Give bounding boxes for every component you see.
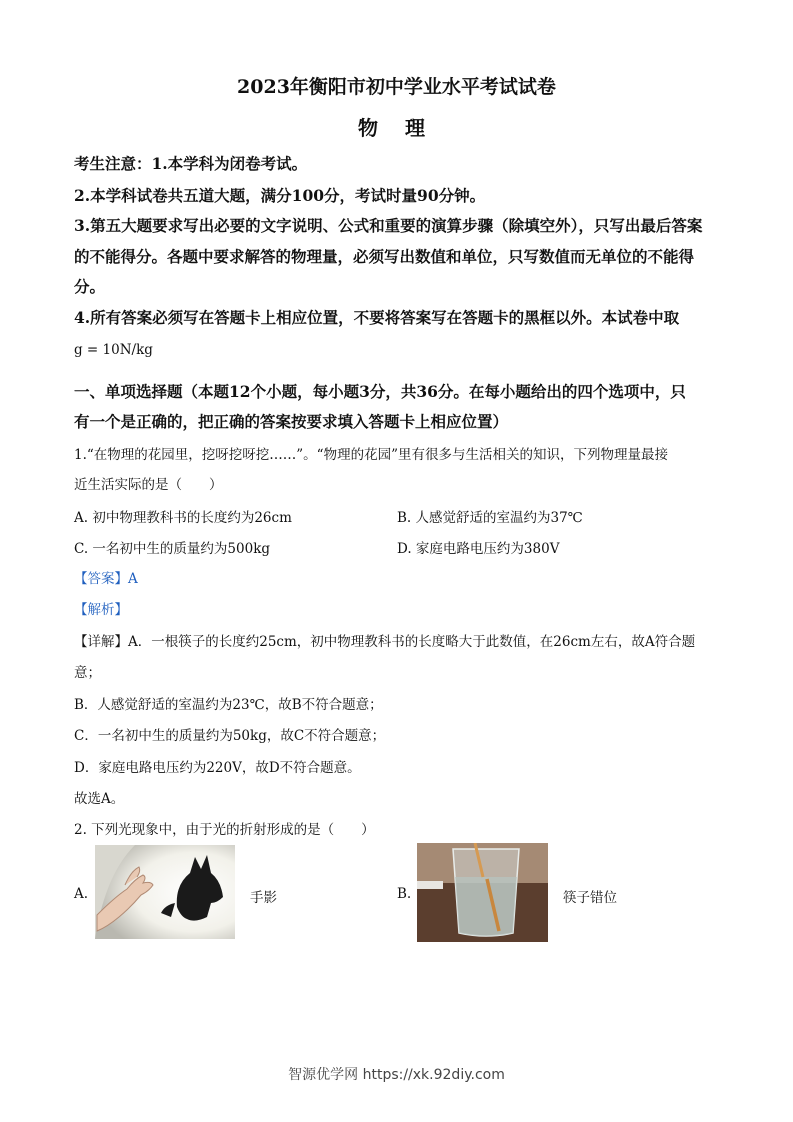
- notice-line-3b: 的不能得分。各题中要求解答的物理量，必须写出数值和单位，只写数值而无单位的不能得: [74, 247, 695, 266]
- q1-option-b: B. 人感觉舒适的室温约为37℃: [397, 510, 583, 526]
- section-heading-b: 有一个是正确的，把正确的答案按要求填入答题卡上相应位置）: [74, 412, 509, 431]
- q1-option-a: A. 初中物理教科书的长度约为26cm: [74, 510, 292, 526]
- q2-option-a-label: 手影: [250, 890, 277, 906]
- q2-option-b-letter: B.: [397, 886, 412, 902]
- q1-detail-b: 意；: [74, 665, 101, 681]
- hand-shadow-image: [95, 845, 235, 939]
- q2-stem: 2. 下列光现象中，由于光的折射形成的是（ ）: [74, 822, 375, 838]
- notice-line-3c: 分。: [74, 277, 106, 296]
- q1-stem-b: 近生活实际的是（ ）: [74, 477, 223, 493]
- q1-stem-a: 1.“在物理的花园里，挖呀挖呀挖……”。“物理的花园”里有很多与生活相关的知识，下列物理量最接: [74, 447, 668, 463]
- notice-line-4a: 4.所有答案必须写在答题卡上相应位置，不要将答案写在答题卡的黑框以外。本试卷中取: [74, 308, 680, 327]
- q1-detail-c: B．人感觉舒适的室温约为23℃，故B不符合题意；: [74, 697, 383, 713]
- exam-title: 2023年衡阳市初中学业水平考试试卷: [237, 76, 556, 98]
- q1-option-d: D. 家庭电路电压约为380V: [397, 541, 560, 557]
- q2-option-a-letter: A.: [74, 886, 89, 902]
- notice-line-2: 2.本学科试卷共五道大题，满分100分，考试时量90分钟。: [74, 186, 486, 205]
- notice-line-3a: 3.第五大题要求写出必要的文字说明、公式和重要的演算步骤（除填空外），只写出最后答案: [74, 216, 703, 235]
- q1-option-c: C. 一名初中生的质量约为500kg: [74, 541, 271, 557]
- q1-detail-d: C．一名初中生的质量约为50kg，故C不符合题意；: [74, 728, 386, 744]
- subject-title: 物 理: [358, 116, 435, 140]
- chopstick-in-water-image: [417, 843, 548, 942]
- q1-conclusion: 故选A。: [74, 791, 125, 807]
- gravity-constant: g = 10N/kg: [74, 342, 153, 358]
- q2-option-b-label: 筷子错位: [563, 890, 617, 906]
- section-heading-a: 一、单项选择题（本题12个小题，每小题3分，共36分。在每小题给出的四个选项中，只: [74, 382, 686, 401]
- watermark-footer[interactable]: 智源优学网 https://xk.92diy.com: [288, 1067, 505, 1083]
- q1-detail-e: D．家庭电路电压约为220V，故D不符合题意。: [74, 760, 361, 776]
- q1-detail-a: 【详解】A．一根筷子的长度约25cm，初中物理教科书的长度略大于此数值，在26cm左右，故A符合题: [74, 634, 696, 650]
- q1-answer: 【答案】A: [74, 571, 138, 587]
- q1-analysis: 【解析】: [74, 602, 128, 618]
- notice-line-1: 考生注意：1.本学科为闭卷考试。: [74, 154, 308, 173]
